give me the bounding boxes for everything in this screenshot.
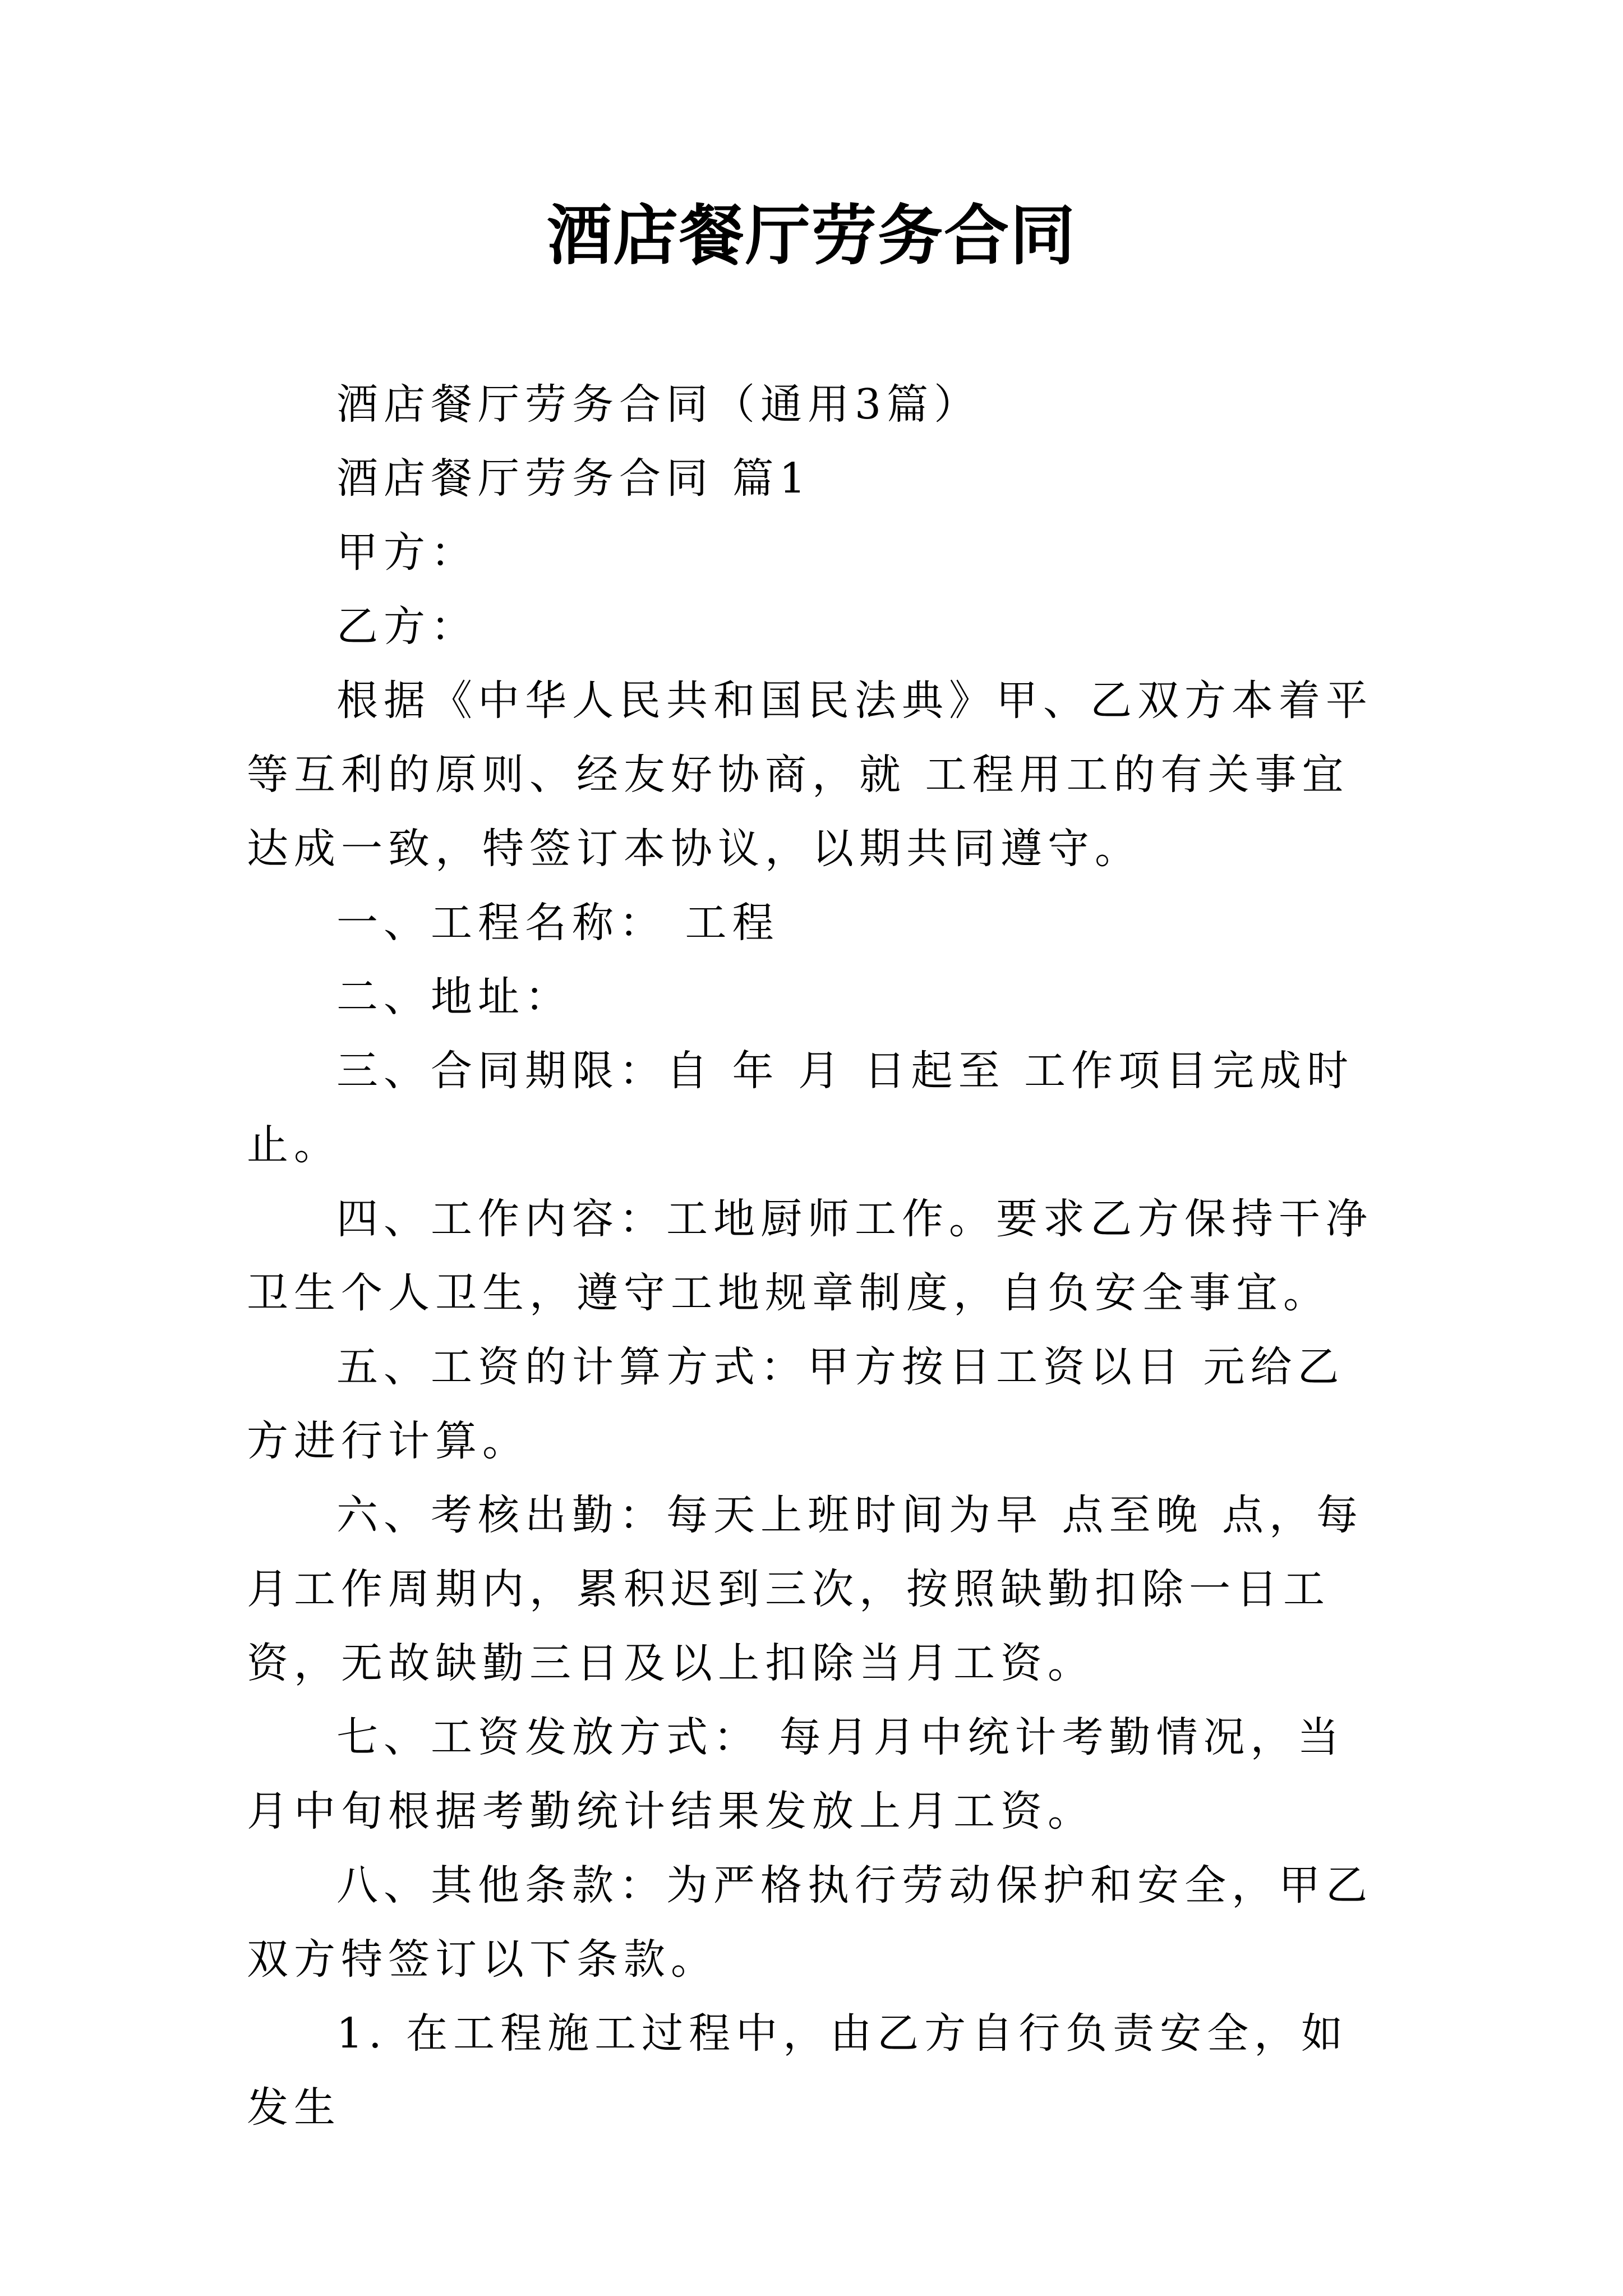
paragraph-party-b: 乙方： [336,602,478,651]
paragraph-clause-5: 五、工资的计算方式：甲方按日工资以日 元给乙方进行计算。 [247,1343,1345,1465]
document-body [247,367,1391,2145]
paragraph-clause-7: 七、工资发放方式： 每月月中统计考勤情况，当月中旬根据考勤统计结果发放上月工资。 [247,1713,1345,1835]
paragraph-clause-8: 八、其他条款：为严格执行劳动保护和安全，甲乙双方特签订以下条款。 [247,1861,1373,1984]
paragraph-clause-6: 六、考核出勤：每天上班时间为早 点至晚 点，每月工作周期内，累积迟到三次，按照缺勤扣除一日工资，无故缺勤三日及以上扣除当月工资。 [247,1491,1364,1687]
paragraph-heading: 酒店餐厅劳务合同（通用3篇） [336,380,981,429]
paragraph-clause-4: 四、工作内容：工地厨师工作。要求乙方保持干净卫生个人卫生，遵守工地规章制度，自负安全事宜。 [247,1195,1373,1317]
paragraph-section-title: 酒店餐厅劳务合同 篇1 [336,454,811,503]
paragraph-clause-2: 二、地址： [336,973,572,1021]
paragraph-clause-3: 三、合同期限：自 年 月 日起至 工作项目完成时止。 [247,1047,1354,1169]
document-title: 酒店餐厅劳务合同 [547,197,1076,274]
paragraph-party-a: 甲方： [336,528,478,577]
paragraph-clause-1: 一、工程名称： 工程 [336,899,780,947]
paragraph-preamble: 根据《中华人民共和国民法典》甲、乙双方本着平等互利的原则、经友好协商，就 工程用工的有关事宜达成一致，特签订本协议，以期共同遵守。 [247,677,1373,873]
paragraph-subclause-1: 1. 在工程施工过程中，由乙方自行负责安全，如发生 [247,2009,1349,2132]
